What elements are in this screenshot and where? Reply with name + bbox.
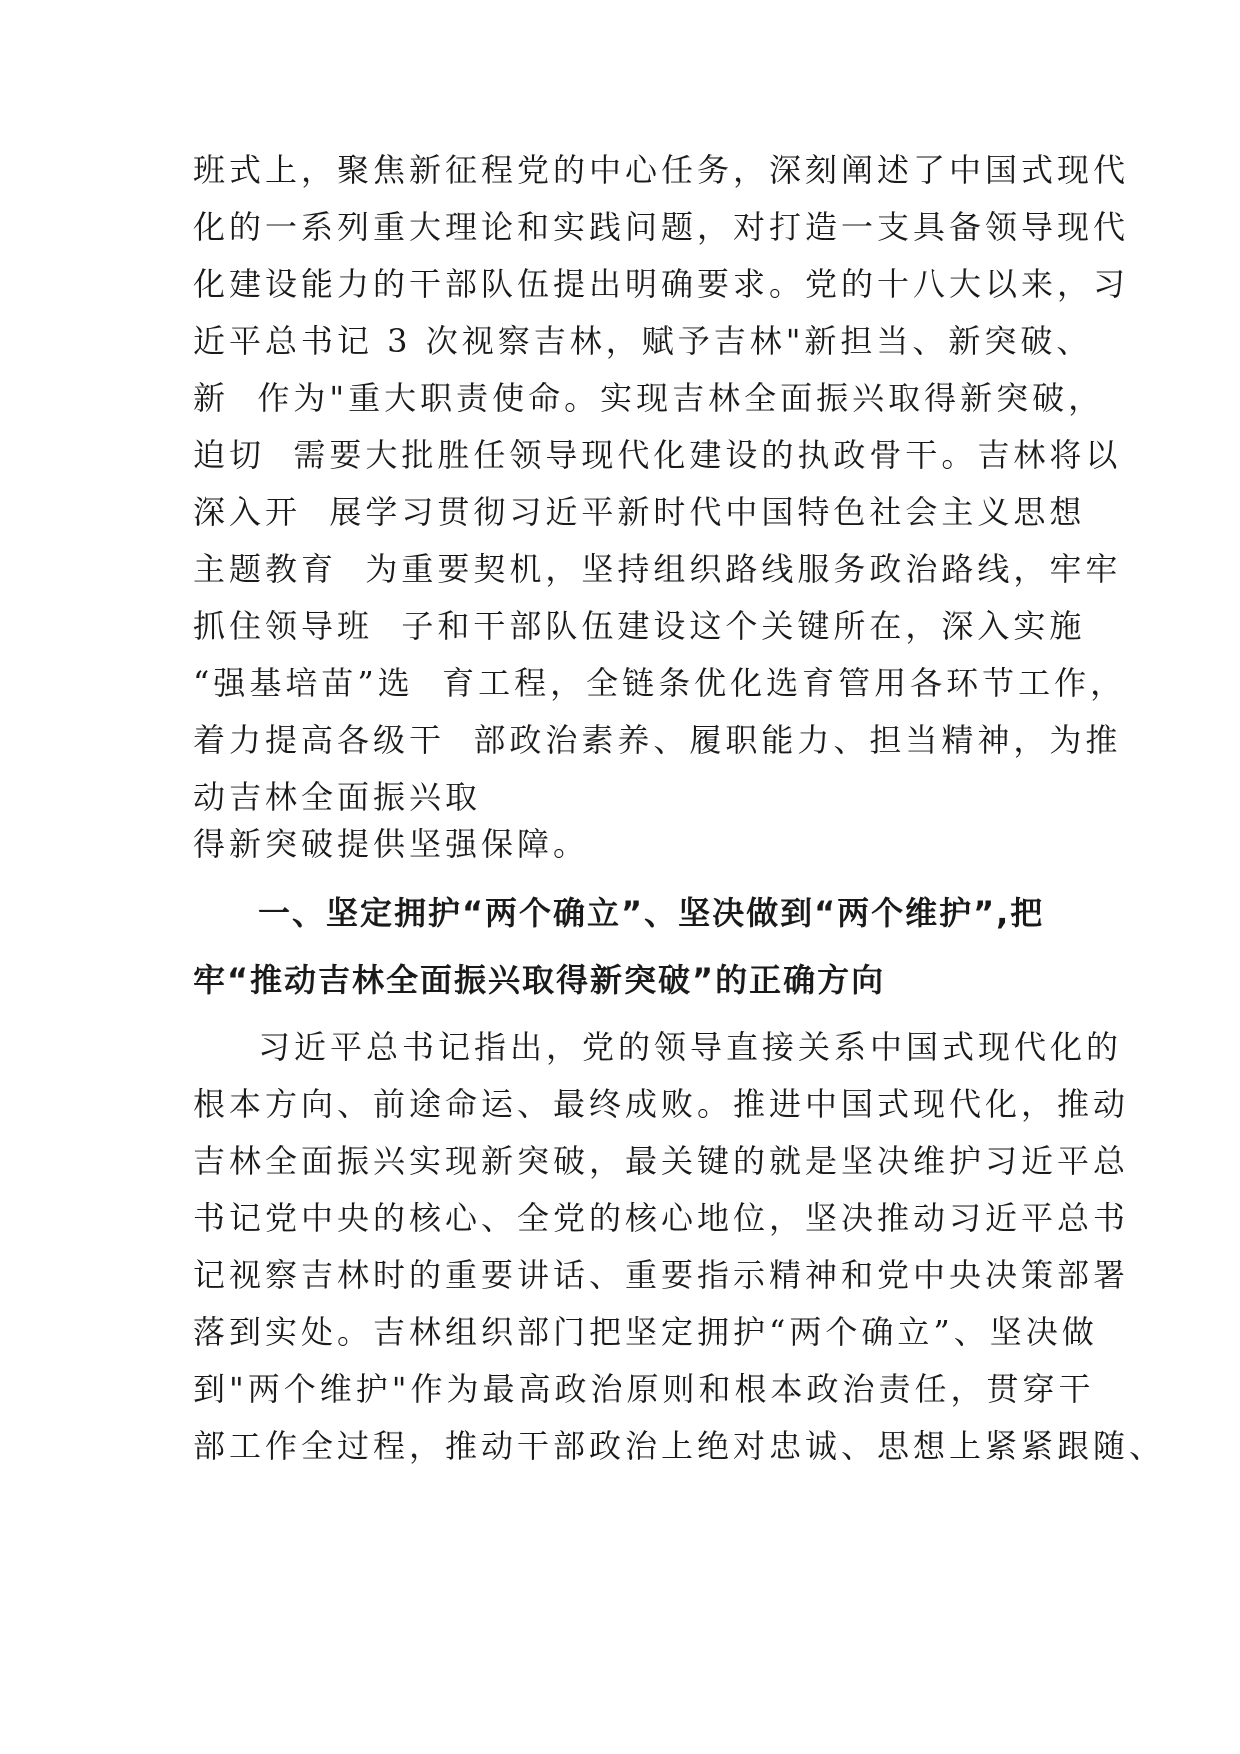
paragraph-line: 近平总书记 3 次视察吉林，赋予吉林"新担当、新突破、 xyxy=(193,322,1093,360)
paragraph-line: 化建设能力的干部队伍提出明确要求。党的十八大以来，习 xyxy=(193,265,1130,303)
paragraph-line: 得新突破提供坚强保障。 xyxy=(193,825,590,863)
paragraph-line: 吉林全面振兴实现新突破，最关键的就是坚决维护习近平总 xyxy=(193,1142,1130,1180)
paragraph-line: 习近平总书记指出，党的领导直接关系中国式现代化的 xyxy=(258,1028,1123,1066)
paragraph-line: 深入开 展学习贯彻习近平新时代中国特色社会主义思想 xyxy=(193,493,1086,531)
paragraph-line: 化的一系列重大理论和实践问题，对打造一支具备领导现代 xyxy=(193,208,1130,246)
section-heading: 牢“推动吉林全面振兴取得新突破”的正确方向 xyxy=(193,961,886,999)
paragraph-line: 抓住领导班 子和干部队伍建设这个关键所在，深入实施 xyxy=(193,607,1086,645)
paragraph-line: 根本方向、前途命运、最终成败。推进中国式现代化，推动 xyxy=(193,1085,1130,1123)
paragraph-line: 主题教育 为重要契机，坚持组织路线服务政治路线，牢牢 xyxy=(193,550,1122,588)
paragraph-line: 新 作为"重大职责使命。实现吉林全面振兴取得新突破， xyxy=(193,379,1105,417)
paragraph-line: 着力提高各级干 部政治素养、履职能力、担当精神，为推 xyxy=(193,721,1122,759)
paragraph-line: 记视察吉林时的重要讲话、重要指示精神和党中央决策部署 xyxy=(193,1256,1130,1294)
paragraph-line: 班式上，聚焦新征程党的中心任务，深刻阐述了中国式现代 xyxy=(193,151,1130,189)
paragraph-line: 迫切 需要大批胜任领导现代化建设的执政骨干。吉林将以 xyxy=(193,436,1122,474)
paragraph-line: 落到实处。吉林组织部门把坚定拥护“两个确立”、坚决做 xyxy=(193,1313,1098,1351)
paragraph-line: 书记党中央的核心、全党的核心地位，坚决推动习近平总书 xyxy=(193,1199,1130,1237)
paragraph-line: 部工作全过程，推动干部政治上绝对忠诚、思想上紧紧跟随、 xyxy=(193,1427,1166,1465)
section-heading: 一、坚定拥护“两个确立”、坚决做到“两个维护”,把 xyxy=(258,894,1045,932)
paragraph-line: 到"两个维护"作为最高政治原则和根本政治责任，贯穿干 xyxy=(193,1370,1095,1408)
paragraph-line: “强基培苗”选 育工程，全链条优化选育管用各环节工作， xyxy=(193,664,1127,702)
paragraph-line: 动吉林全面振兴取 xyxy=(193,778,482,816)
